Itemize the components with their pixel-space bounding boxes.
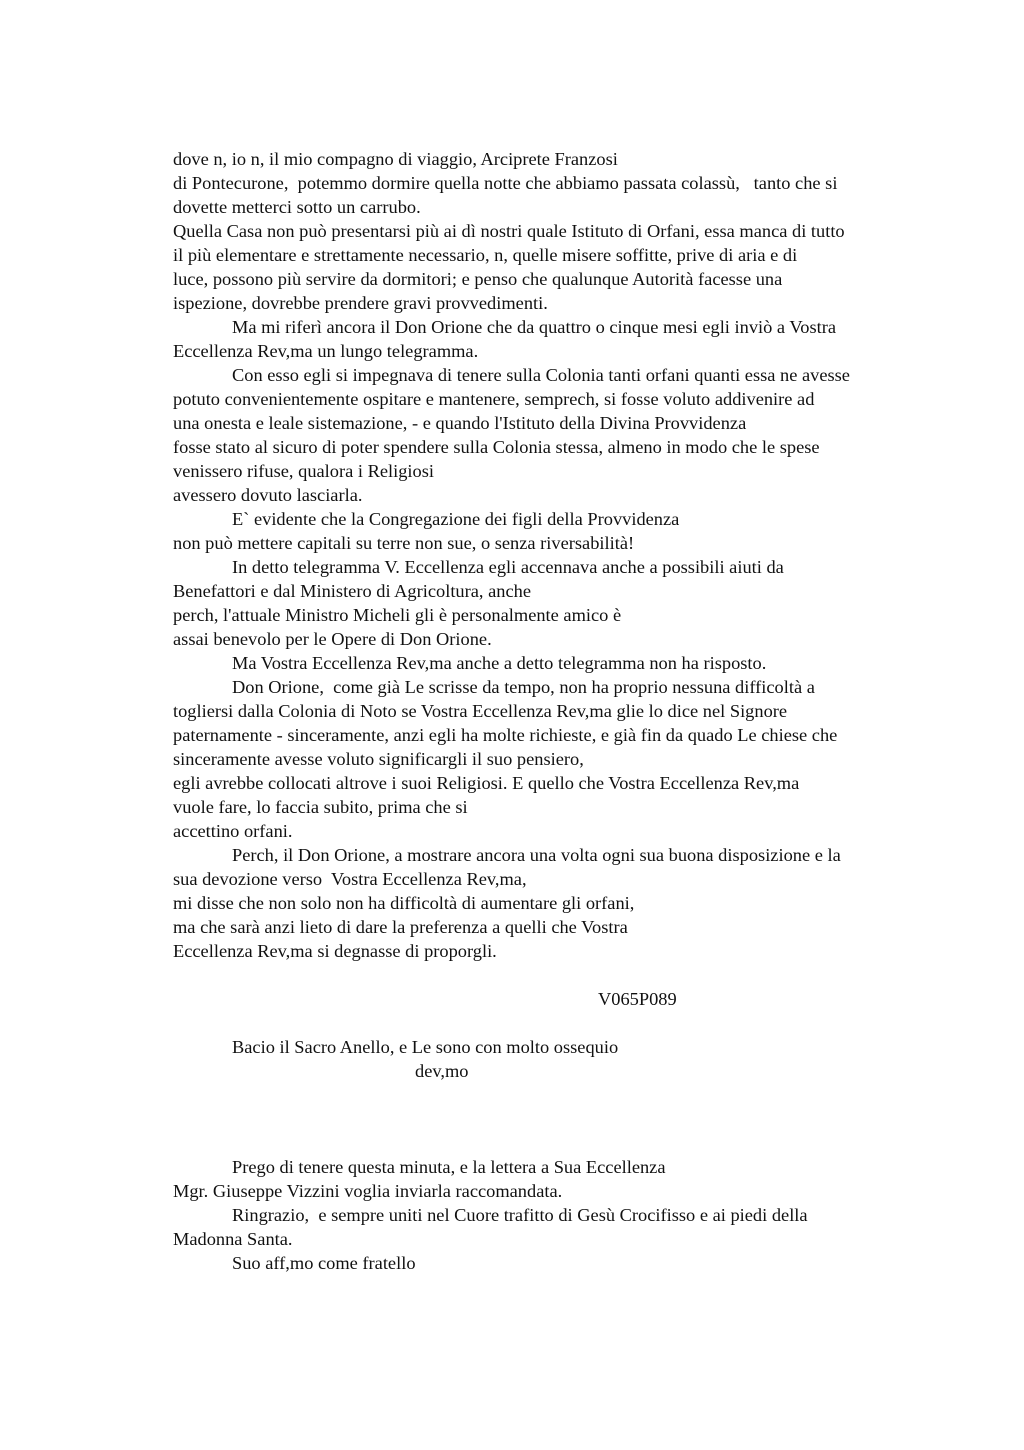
body-line: ma che sarà anzi lieto di dare la preferenza a quelli che Vostra xyxy=(173,917,628,937)
reference-code: V065P089 xyxy=(598,989,677,1009)
body-line: di Pontecurone, potemmo dormire quella notte che abbiamo passata colassù, tanto che si xyxy=(173,173,838,193)
body-line: Ma mi riferì ancora il Don Orione che da quattro o cinque mesi egli inviò a Vostra xyxy=(232,317,836,337)
postscript-line: Suo aff,mo come fratello xyxy=(232,1253,416,1273)
body-line: dovette metterci sotto un carrubo. xyxy=(173,197,421,217)
body-line: Don Orione, come già Le scrisse da tempo, non ha proprio nessuna difficoltà a xyxy=(232,677,815,697)
postscript-line: Ringrazio, e sempre uniti nel Cuore trafitto di Gesù Crocifisso e ai piedi della xyxy=(232,1205,808,1225)
body-line: sinceramente avesse voluto significargli il suo pensiero, xyxy=(173,749,584,769)
body-line: In detto telegramma V. Eccellenza egli accennava anche a possibili aiuti da xyxy=(232,557,784,577)
body-line: Benefattori e dal Ministero di Agricoltura, anche xyxy=(173,581,531,601)
body-line: una onesta e leale sistemazione, - e quando l'Istituto della Divina Provvidenza xyxy=(173,413,747,433)
postscript-line: Mgr. Giuseppe Vizzini voglia inviarla raccomandata. xyxy=(173,1181,563,1201)
body-line: paternamente - sinceramente, anzi egli ha molte richieste, e già fin da quado Le chiese che xyxy=(173,725,838,745)
body-line: fosse stato al sicuro di poter spendere sulla Colonia stessa, almeno in modo che le spese xyxy=(173,437,820,457)
signature: dev,mo xyxy=(415,1061,469,1081)
body-line: Eccellenza Rev,ma un lungo telegramma. xyxy=(173,341,479,361)
body-line: Eccellenza Rev,ma si degnasse di proporgli. xyxy=(173,941,497,961)
closing-line: Bacio il Sacro Anello, e Le sono con molto ossequio xyxy=(232,1037,619,1057)
body-line: sua devozione verso Vostra Eccellenza Rev,ma, xyxy=(173,869,527,889)
body-line: E` evidente che la Congregazione dei figli della Provvidenza xyxy=(232,509,680,529)
body-line: venissero rifuse, qualora i Religiosi xyxy=(173,461,434,481)
body-line: Perch, il Don Orione, a mostrare ancora una volta ogni sua buona disposizione e la xyxy=(232,845,841,865)
body-line: dove n, io n, il mio compagno di viaggio, Arciprete Franzosi xyxy=(173,149,618,169)
body-line: Quella Casa non può presentarsi più ai dì nostri quale Istituto di Orfani, essa manca di tutto xyxy=(173,221,845,241)
postscript-line: Madonna Santa. xyxy=(173,1229,293,1249)
body-line: accettino orfani. xyxy=(173,821,293,841)
body-line: potuto convenientemente ospitare e mantenere, semprech, si fosse voluto addivenire ad xyxy=(173,389,815,409)
body-line: togliersi dalla Colonia di Noto se Vostra Eccellenza Rev,ma glie lo dice nel Signore xyxy=(173,701,788,721)
body-line: mi disse che non solo non ha difficoltà di aumentare gli orfani, xyxy=(173,893,635,913)
body-line: non può mettere capitali su terre non sue, o senza riversabilità! xyxy=(173,533,635,553)
body-line: egli avrebbe collocati altrove i suoi Religiosi. E quello che Vostra Eccellenza Rev,ma xyxy=(173,773,800,793)
body-line: il più elementare e strettamente necessario, n, quelle misere soffitte, prive di aria e di xyxy=(173,245,798,265)
body-line: assai benevolo per le Opere di Don Orione. xyxy=(173,629,492,649)
body-line: luce, possono più servire da dormitori; e penso che qualunque Autorità facesse una xyxy=(173,269,783,289)
postscript-line: Prego di tenere questa minuta, e la lettera a Sua Eccellenza xyxy=(232,1157,666,1177)
body-line: perch, l'attuale Ministro Micheli gli è personalmente amico è xyxy=(173,605,622,625)
body-line: avessero dovuto lasciarla. xyxy=(173,485,363,505)
body-line: vuole fare, lo faccia subito, prima che si xyxy=(173,797,468,817)
body-line: Con esso egli si impegnava di tenere sulla Colonia tanti orfani quanti essa ne avesse xyxy=(232,365,850,385)
body-line: ispezione, dovrebbe prendere gravi provvedimenti. xyxy=(173,293,548,313)
body-line: Ma Vostra Eccellenza Rev,ma anche a detto telegramma non ha risposto. xyxy=(232,653,767,673)
